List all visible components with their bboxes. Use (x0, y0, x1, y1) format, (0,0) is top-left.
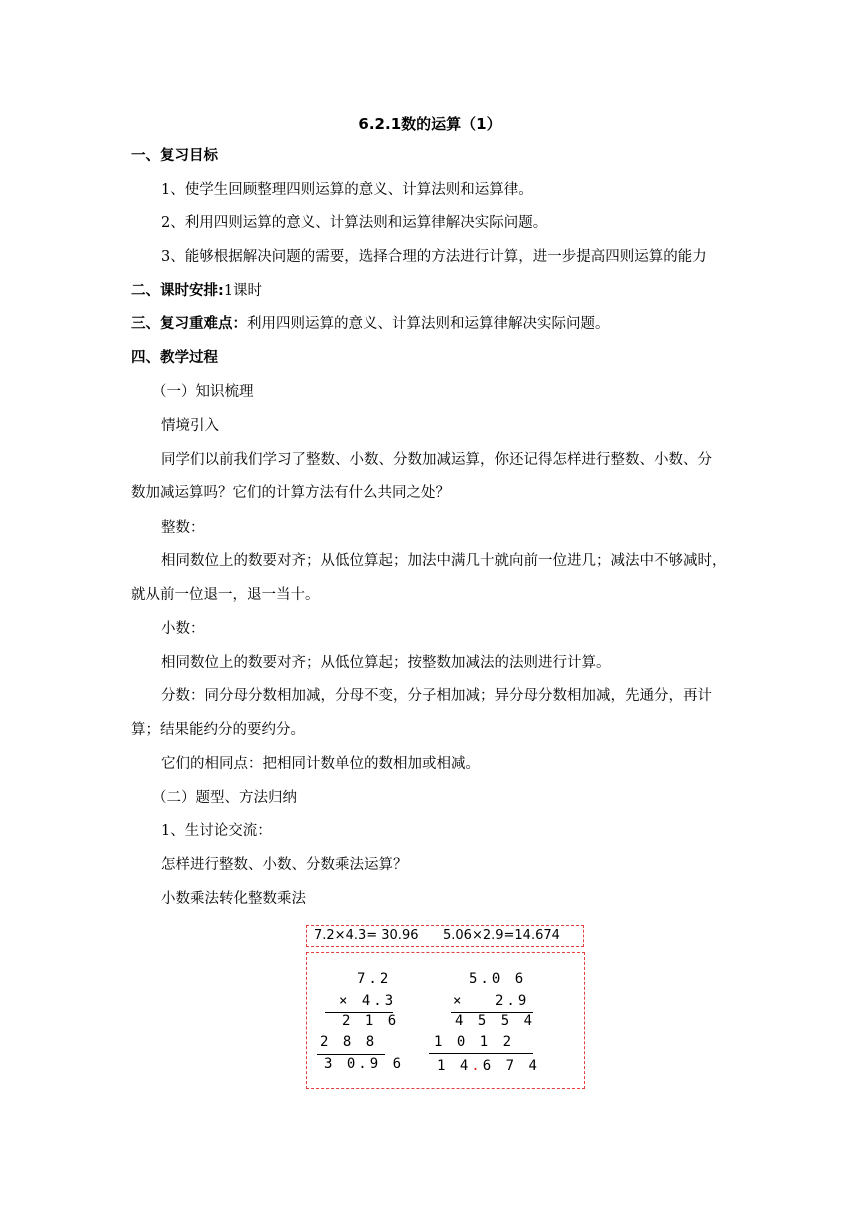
calc1-result (324, 1056, 404, 1072)
calc1-rule-2 (317, 1054, 385, 1055)
goal-2: 2、利用四则运算的意义、计算法则和运算律解决实际问题。 (161, 215, 548, 231)
goal-3: 3、能够根据解决问题的需要，选择合理的方法进行计算，进一步提高四则运算的能力 (161, 249, 707, 265)
intro-line-1: 同学们以前我们学习了整数、小数、分数加减运算，你还记得怎样进行整数、小数、分 (161, 452, 712, 468)
goals-heading: 一、复习目标 (131, 148, 218, 164)
calc1-top: 7.2 (357, 971, 392, 987)
intro-line-2: 数加减运算吗？它们的计算方法有什么共同之处？ (131, 485, 450, 501)
calc1-multiplier: × 4.3 (339, 993, 397, 1009)
process-heading: 四、教学过程 (131, 350, 218, 366)
calc2-result-int: 1 4 (437, 1058, 472, 1074)
calc1-partial-2: 2 8 8 (320, 1034, 378, 1050)
fraction-line-2: 算；结果能约分的要约分。 (131, 722, 305, 738)
subsection-1: （一）知识梳理 (152, 384, 254, 400)
equation-box (306, 925, 584, 947)
integer-line-1: 相同数位上的数要对齐；从低位算起；加法中满几十就向前一位进几；减法中不够减时， (161, 553, 727, 569)
calc2-partial-1: 4 5 5 4 (455, 1013, 536, 1029)
integer-label: 整数： (161, 520, 205, 536)
question-line: 怎样进行整数、小数、分数乘法运算？ (161, 857, 408, 873)
integer-line-2: 就从前一位退一，退一当十。 (131, 587, 320, 603)
discuss-label: 1、生讨论交流： (161, 823, 272, 839)
calc1-result-frac: 9 6 (369, 1056, 405, 1072)
vertical-calculation-box (306, 952, 585, 1089)
page-title: 6.2.1数的运算（1） (358, 115, 502, 133)
equation-1: 7.2×4.3= 30.96 (314, 928, 419, 943)
calc2-result (437, 1058, 540, 1074)
calc2-top: 5.0 6 (469, 971, 527, 987)
focus-row (131, 314, 610, 334)
common-line: 它们的相同点：把相同计数单位的数相加或相减。 (161, 756, 480, 772)
calc2-rule-2 (429, 1053, 533, 1054)
calc2-multiplier: 2.9 (495, 993, 530, 1009)
schedule-label: 二、课时安排: (131, 283, 224, 299)
calc2-partial-2: 1 0 1 2 (434, 1034, 515, 1050)
calc2-result-frac: 6 7 4 (482, 1058, 540, 1074)
goal-1: 1、使学生回顾整理四则运算的意义、计算法则和运算律。 (161, 182, 533, 198)
calc1-result-int: 3 0 (324, 1056, 359, 1072)
equation-2: 5.06×2.9=14.674 (443, 928, 560, 943)
subsection-2: （二）题型、方法归纳 (152, 790, 297, 806)
schedule-row (131, 281, 262, 301)
intro-label: 情境引入 (161, 418, 219, 434)
calc2-result-dot: . (471, 1058, 483, 1074)
focus-value: 利用四则运算的意义、计算法则和运算律解决实际问题。 (247, 316, 610, 332)
calc1-partial-1: 2 1 6 (342, 1013, 400, 1029)
schedule-value: 1课时 (223, 283, 263, 299)
decimal-line-1: 相同数位上的数要对齐；从低位算起；按整数加减法的法则进行计算。 (161, 655, 611, 671)
focus-label: 三、复习重难点： (131, 316, 247, 332)
calc1-result-dot: . (358, 1056, 370, 1072)
method-line: 小数乘法转化整数乘法 (161, 891, 306, 907)
decimal-label: 小数： (161, 621, 205, 637)
calc2-multiplier-sign: × (453, 993, 465, 1009)
fraction-line-1: 分数：同分母分数相加减，分母不变，分子相加减；异分母分数相加减，先通分，再计 (161, 688, 712, 704)
